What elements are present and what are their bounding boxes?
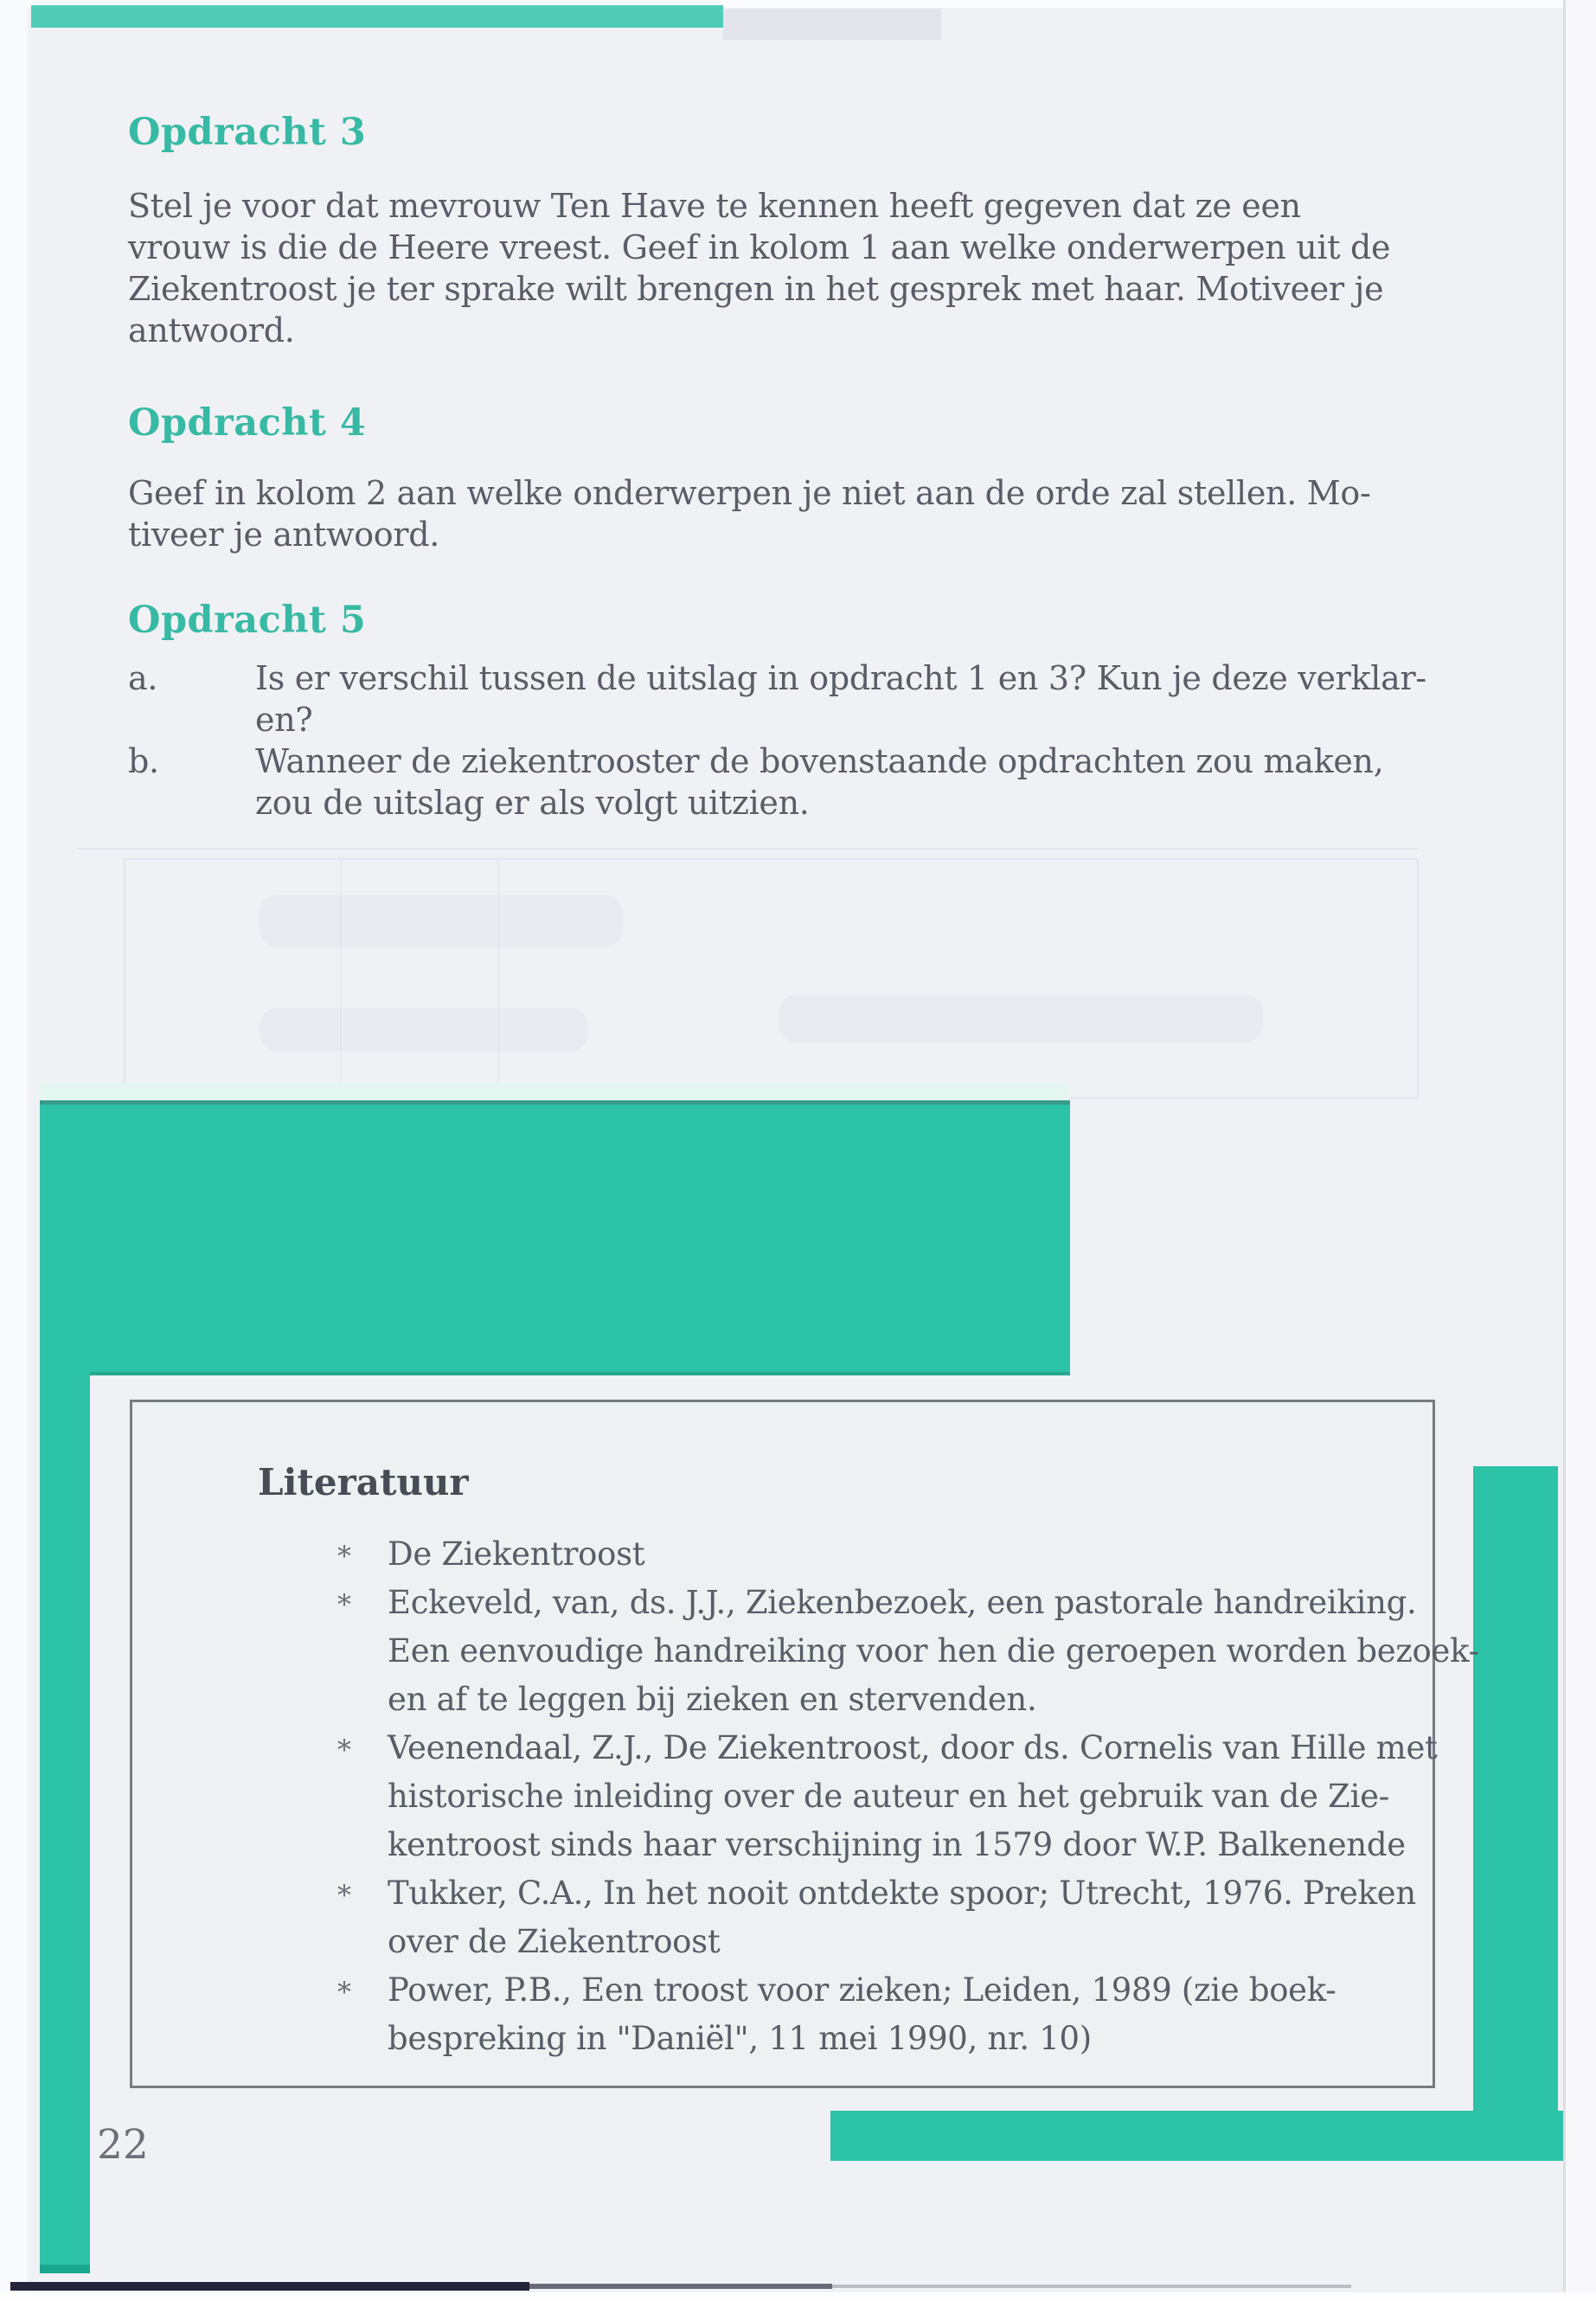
literature-line [337, 1530, 1479, 1579]
ghost-text-smudge [260, 1008, 588, 1051]
teal-block-highlight [40, 1083, 1070, 1102]
text-line: en? [255, 701, 313, 739]
literature-text: Tukker, C.A., In het nooit ontdekte spoor; Utrecht, 1976. Preken [388, 1875, 1416, 1912]
bullet-asterisk: * [337, 1734, 351, 1766]
scan-edge-right-line [1563, 0, 1566, 2301]
ghost-rule [78, 848, 1419, 849]
left-teal-strip [40, 1349, 90, 2273]
literature-line [388, 1676, 1479, 1724]
literature-line [388, 1821, 1479, 1869]
text-line: tiveer je antwoord. [128, 516, 440, 554]
literature-line [388, 1772, 1479, 1821]
ghost-text-smudge [779, 995, 1263, 1042]
literature-line [337, 1724, 1479, 1772]
opdracht3-paragraph [128, 185, 1390, 351]
literature-text: Power, P.B., Een troost voor zieken; Leiden, 1989 (zie boek- [388, 1971, 1336, 2009]
scan-artifact-line [10, 2282, 529, 2291]
text-line: zou de uitslag er als volgt uitzien. [255, 784, 810, 822]
top-right-gray-block [723, 9, 941, 40]
literature-text: over de Ziekentroost [388, 1923, 721, 1960]
text-line: vrouw is die de Heere vreest. Geef in kolom 1 aan welke onderwerpen uit de [128, 228, 1391, 266]
literature-line [337, 1966, 1479, 2015]
list-item-a [128, 657, 1426, 740]
scan-edge-left [0, 0, 28, 2301]
bottom-teal-bar [830, 2111, 1592, 2161]
ghost-text-smudge [260, 895, 623, 947]
scan-edge-bottom [0, 2292, 1596, 2301]
literature-text: Eckeveld, van, ds. J.J., Ziekenbezoek, een pastorale handreiking. [388, 1584, 1417, 1621]
literatuur-heading: Literatuur [258, 1461, 469, 1503]
right-teal-bar [1473, 1466, 1558, 2160]
opdracht4-paragraph [128, 472, 1371, 555]
literatuur-list [337, 1530, 1479, 2063]
page-number: 22 [97, 2121, 149, 2169]
opdracht5-items [128, 657, 1426, 824]
list-item-b [128, 740, 1426, 824]
text-line: Is er verschil tussen de uitslag in opdracht 1 en 3? Kun je deze verklar- [255, 659, 1426, 697]
literature-line [337, 1869, 1479, 1918]
bullet-asterisk: * [337, 1879, 351, 1912]
literature-text: Veenendaal, Z.J., De Ziekentroost, door ds. Cornelis van Hille met [388, 1729, 1438, 1766]
literature-line [337, 1579, 1479, 1627]
text-line: antwoord. [128, 311, 295, 349]
text-line: Ziekentroost je ter sprake wilt brengen in het gesprek met haar. Motiveer je [128, 270, 1384, 308]
large-teal-block [40, 1100, 1070, 1375]
literature-line [388, 1627, 1479, 1676]
opdracht4-heading: Opdracht 4 [128, 401, 367, 445]
literature-text: De Ziekentroost [388, 1535, 645, 1573]
top-teal-bar [31, 5, 723, 28]
text-line: Wanneer de ziekentrooster de bovenstaande opdrachten zou maken, [255, 742, 1384, 780]
literature-text: bespreking in "Daniël", 11 mei 1990, nr. 10) [388, 2020, 1092, 2057]
bullet-asterisk: * [337, 1976, 351, 2009]
item-label: b. [128, 742, 159, 780]
literature-text: Een eenvoudige handreiking voor hen die geroepen worden bezoek- [388, 1632, 1479, 1670]
literature-text: historische inleiding over de auteur en het gebruik van de Zie- [388, 1778, 1389, 1815]
scan-artifact-line [832, 2285, 1351, 2288]
bullet-asterisk: * [337, 1540, 351, 1573]
literature-line [388, 1918, 1479, 1966]
opdracht5-heading: Opdracht 5 [128, 599, 367, 642]
scan-artifact-line [529, 2284, 832, 2289]
literature-text: kentroost sinds haar verschijning in 1579 door W.P. Balkenende [388, 1826, 1406, 1863]
literature-line [388, 2015, 1479, 2063]
literature-text: en af te leggen bij zieken en stervenden. [388, 1681, 1037, 1718]
literatuur-box [130, 1400, 1479, 2088]
text-line: Stel je voor dat mevrouw Ten Have te kennen heeft gegeven dat ze een [128, 187, 1301, 225]
item-label: a. [128, 659, 158, 697]
ghost-table-outline [124, 858, 1419, 1099]
text-line: Geef in kolom 2 aan welke onderwerpen je niet aan de orde zal stellen. Mo- [128, 474, 1371, 512]
opdracht3-heading: Opdracht 3 [128, 111, 367, 154]
scan-edge-right [1566, 0, 1596, 2301]
bullet-asterisk: * [337, 1588, 351, 1621]
